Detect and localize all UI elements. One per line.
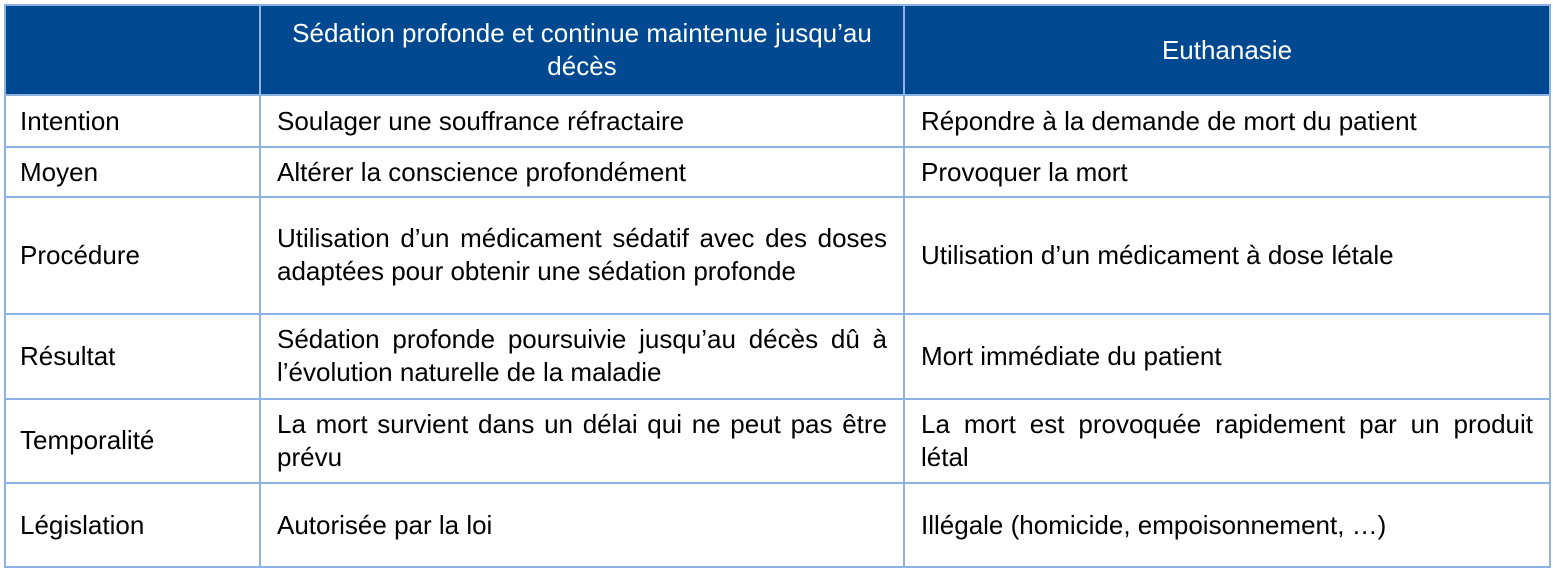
sedation-cell: La mort survient dans un délai qui ne peut pas être prévu — [260, 399, 904, 484]
header-blank-cell — [5, 5, 260, 95]
table-row-temporalite — [5, 399, 1550, 484]
euthanasie-cell: Répondre à la demande de mort du patient — [904, 95, 1550, 147]
row-label: Procédure — [5, 197, 260, 314]
comparison-table — [4, 4, 1551, 568]
table-row-intention — [5, 95, 1550, 147]
sedation-cell: Sédation profonde poursuivie jusqu’au décès dû à l’évolution naturelle de la maladie — [260, 314, 904, 399]
euthanasie-cell: Mort immédiate du patient — [904, 314, 1550, 399]
comparison-table-container — [4, 4, 1549, 568]
table-row-moyen — [5, 147, 1550, 196]
row-label: Résultat — [5, 314, 260, 399]
header-row — [5, 5, 1550, 95]
sedation-cell: Autorisée par la loi — [260, 483, 904, 567]
sedation-cell: Soulager une souffrance réfractaire — [260, 95, 904, 147]
table-row-procedure — [5, 197, 1550, 314]
row-label: Moyen — [5, 147, 260, 196]
table-row-resultat — [5, 314, 1550, 399]
sedation-cell: Utilisation d’un médicament sédatif avec des doses adaptées pour obtenir une sédation profonde — [260, 197, 904, 314]
header-sedation: Sédation profonde et continue maintenue jusqu’au décès — [260, 5, 904, 95]
row-label: Législation — [5, 483, 260, 567]
sedation-cell: Altérer la conscience profondément — [260, 147, 904, 196]
euthanasie-cell: Utilisation d’un médicament à dose létale — [904, 197, 1550, 314]
euthanasie-cell: La mort est provoquée rapidement par un produit létal — [904, 399, 1550, 484]
euthanasie-cell: Illégale (homicide, empoisonnement, …) — [904, 483, 1550, 567]
row-label: Temporalité — [5, 399, 260, 484]
row-label: Intention — [5, 95, 260, 147]
euthanasie-cell: Provoquer la mort — [904, 147, 1550, 196]
header-euthanasie: Euthanasie — [904, 5, 1550, 95]
table-row-legislation — [5, 483, 1550, 567]
